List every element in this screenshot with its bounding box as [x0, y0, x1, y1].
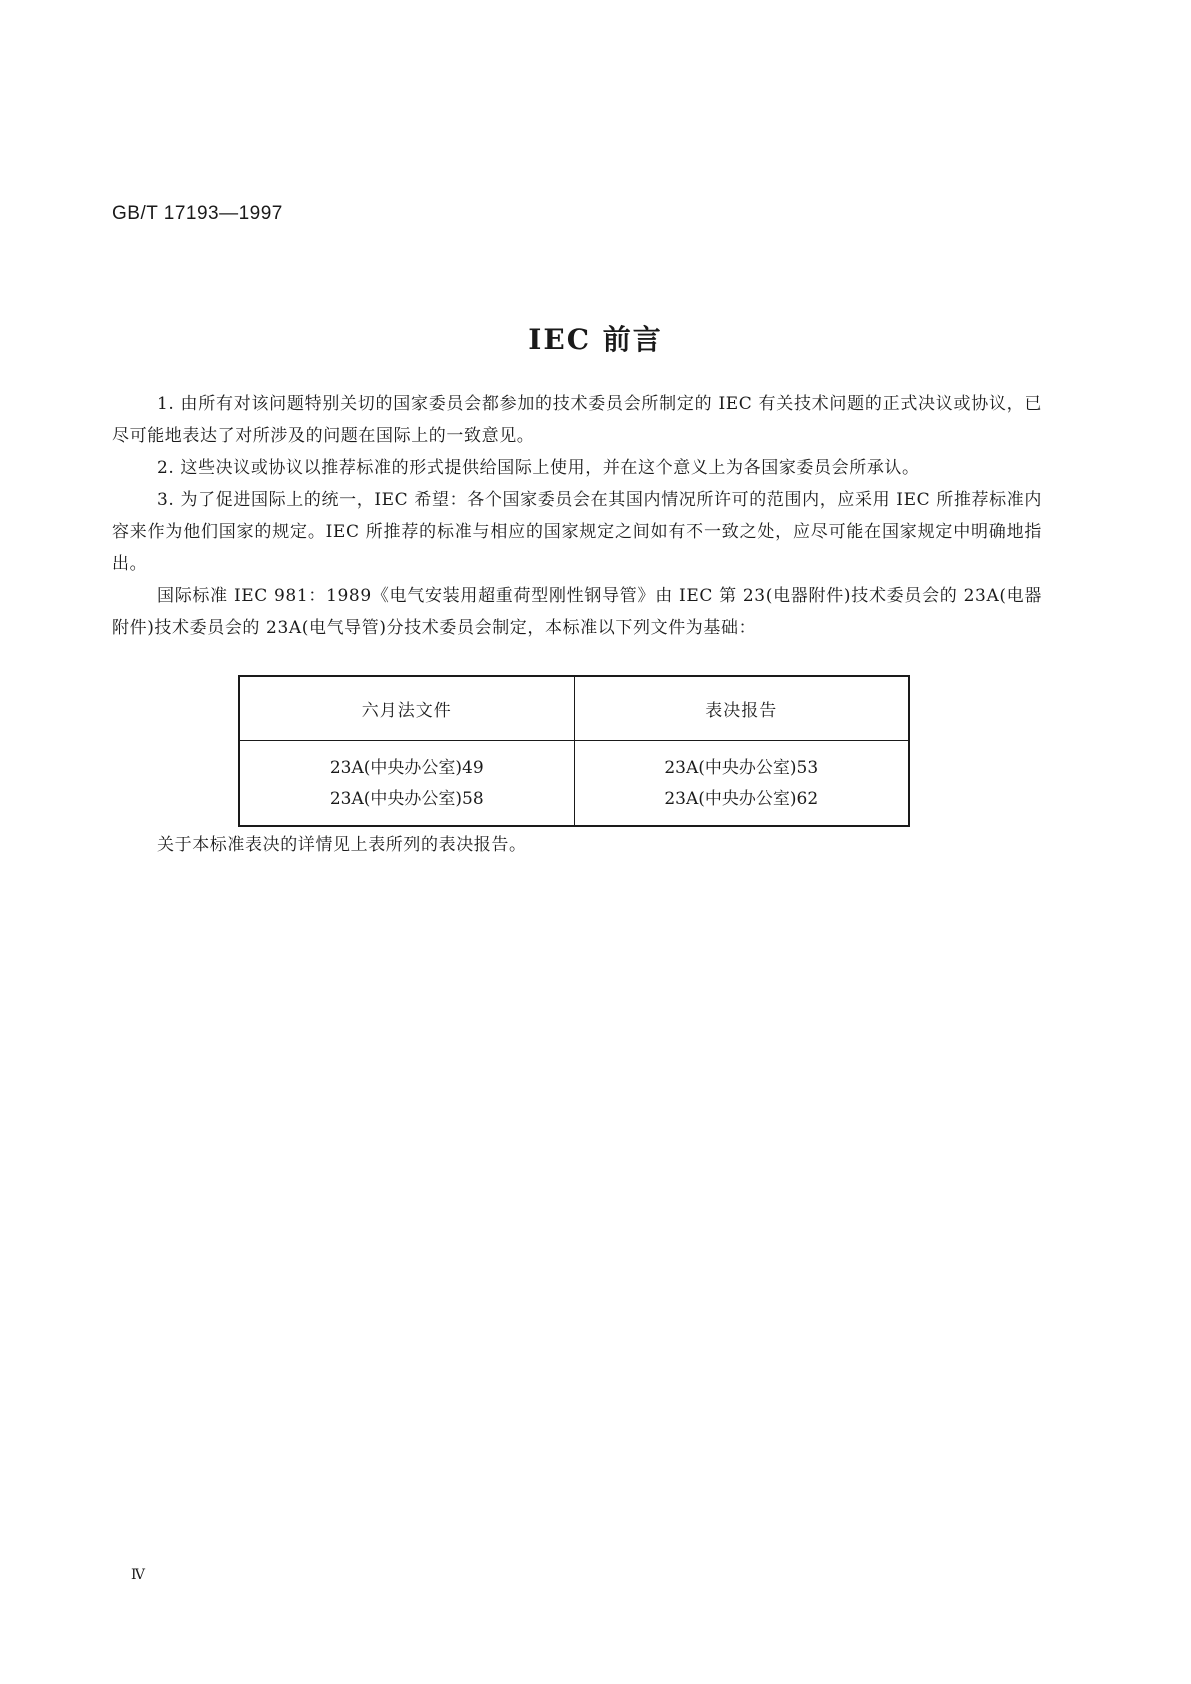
- table-header-row: [239, 676, 909, 741]
- paragraph-1: 1. 由所有对该问题特别关切的国家委员会都参加的技术委员会所制定的 IEC 有关技术问题的正式决议或协议，已尽可能地表达了对所涉及的问题在国际上的一致意见。: [112, 394, 1042, 446]
- table-cell: 23A(中央办公室)49: [239, 741, 574, 785]
- table-row: [239, 741, 909, 785]
- table-row: [239, 784, 909, 826]
- table-cell: 23A(中央办公室)62: [574, 784, 909, 826]
- document-vote-table: [238, 675, 910, 827]
- paragraph-4: 国际标准 IEC 981：1989《电气安装用超重荷型刚性钢导管》由 IEC 第 23(电器附件)技术委员会的 23A(电器附件)技术委员会的 23A(电气导管)分技术委员会制定，本标准以下列文件为基础：: [112, 586, 1042, 638]
- body-text: [112, 388, 1042, 644]
- closing-note: 关于本标准表决的详情见上表所列的表决报告。: [157, 835, 527, 855]
- page-title: IEC 前言: [528, 323, 663, 356]
- table-cell: 23A(中央办公室)58: [239, 784, 574, 826]
- table-cell: 23A(中央办公室)53: [574, 741, 909, 785]
- table-header-cell: 表决报告: [574, 676, 909, 741]
- paragraph-2: 2. 这些决议或协议以推荐标准的形式提供给国际上使用，并在这个意义上为各国家委员会所承认。: [157, 458, 920, 478]
- document-code: GB/T 17193—1997: [112, 203, 283, 224]
- paragraph-3: 3. 为了促进国际上的统一，IEC 希望：各个国家委员会在其国内情况所许可的范围内，应采用 IEC 所推荐标准内容来作为他们国家的规定。IEC 所推荐的标准与相应的国家规定之间如有不一致之处，应尽可能在国家规定中明确地指出。: [112, 490, 1042, 574]
- table-header-cell: 六月法文件: [239, 676, 574, 741]
- page-number: Ⅳ: [131, 1567, 145, 1583]
